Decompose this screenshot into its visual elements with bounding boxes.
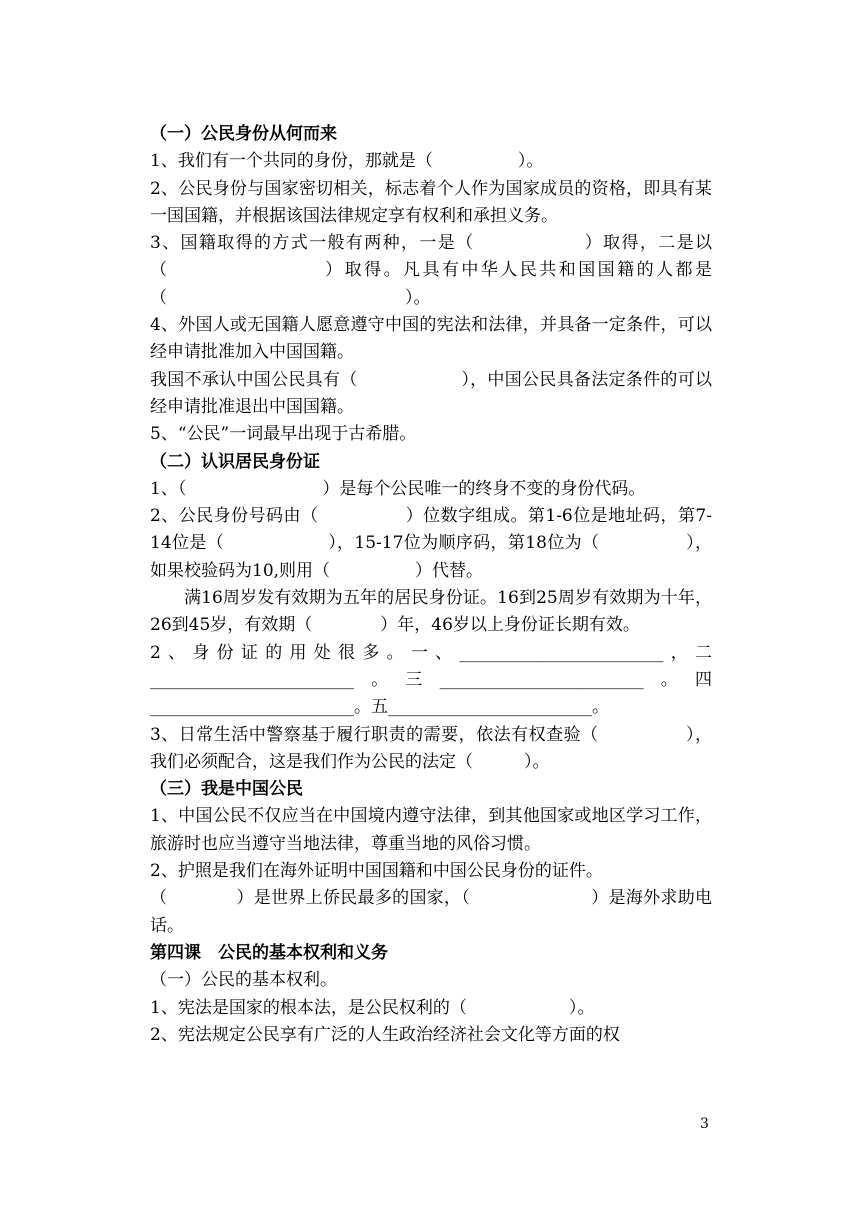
page-content: [150, 121, 712, 1049]
section-heading-1: （一）公民身份从何而来: [150, 124, 337, 144]
paragraph: （ ）是世界上侨民最多的国家，（ ）是海外求助电话。: [150, 888, 712, 936]
page-number: 3: [700, 1116, 709, 1132]
section-heading-2: （二）认识居民身份证: [150, 451, 320, 472]
paragraph: 1、（ ）是每个公民唯一的终身不变的身份代码。: [150, 478, 646, 499]
paragraph: 我国不承认中国公民具有（ ），中国公民具备法定条件的可以经申请批准退出中国国籍。: [150, 369, 712, 417]
paragraph: 4、外国人或无国籍人愿意遵守中国的宪法和法律，并具备一定条件，可以经申请批准加入中国国籍。: [150, 315, 712, 363]
section-heading-3: （三）我是中国公民: [150, 779, 303, 800]
paragraph: 3、国籍取得的方式一般有两种，一是（ ）取得，二是以（ ）取得。凡具有中华人民共和国国籍的人都是（ ）。: [150, 233, 712, 308]
paragraph: （一）公民的基本权利。: [150, 970, 337, 991]
paragraph: 5、“公民”一词最早出现于古希腊。: [150, 424, 417, 445]
paragraph: 满16周岁发有效期为五年的居民身份证。16到25周岁有效期为十年，26到45岁，有效期（ ）年，46岁以上身份证长期有效。: [150, 588, 712, 636]
paragraph: 2、公民身份号码由（ ）位数字组成。第1-6位是地址码，第7-14位是（ ），15-17位为顺序码，第18位为（ ），如果校验码为10,则用（ ）代替。: [150, 506, 712, 581]
paragraph: 1、中国公民不仅应当在中国境内遵守法律，到其他国家或地区学习工作，旅游时也应当遵守当地法律，尊重当地的风俗习惯。: [150, 806, 712, 854]
paragraph: 2、身份证的用处很多。一、________________________，二________________________。三________________________。四________________________。五________________________。: [150, 642, 712, 718]
lesson-heading: 第四课 公民的基本权利和义务: [150, 942, 388, 963]
paragraph: 2、公民身份与国家密切相关，标志着个人作为国家成员的资格，即具有某一国国籍，并根据该国法律规定享有权利和承担义务。: [150, 178, 712, 226]
paragraph: 1、宪法是国家的根本法，是公民权利的（ ）。: [150, 997, 595, 1018]
paragraph: 2、护照是我们在海外证明中国国籍和中国公民身份的证件。: [150, 861, 603, 882]
paragraph: 1、我们有一个共同的身份，那就是（ ）。: [150, 151, 544, 172]
paragraph: 3、日常生活中警察基于履行职责的需要，依法有权查验（ ），我们必须配合，这是我们作为公民的法定（ ）。: [150, 724, 712, 772]
paragraph: 2、宪法规定公民享有广泛的人生政治经济社会文化等方面的权: [150, 1024, 620, 1045]
